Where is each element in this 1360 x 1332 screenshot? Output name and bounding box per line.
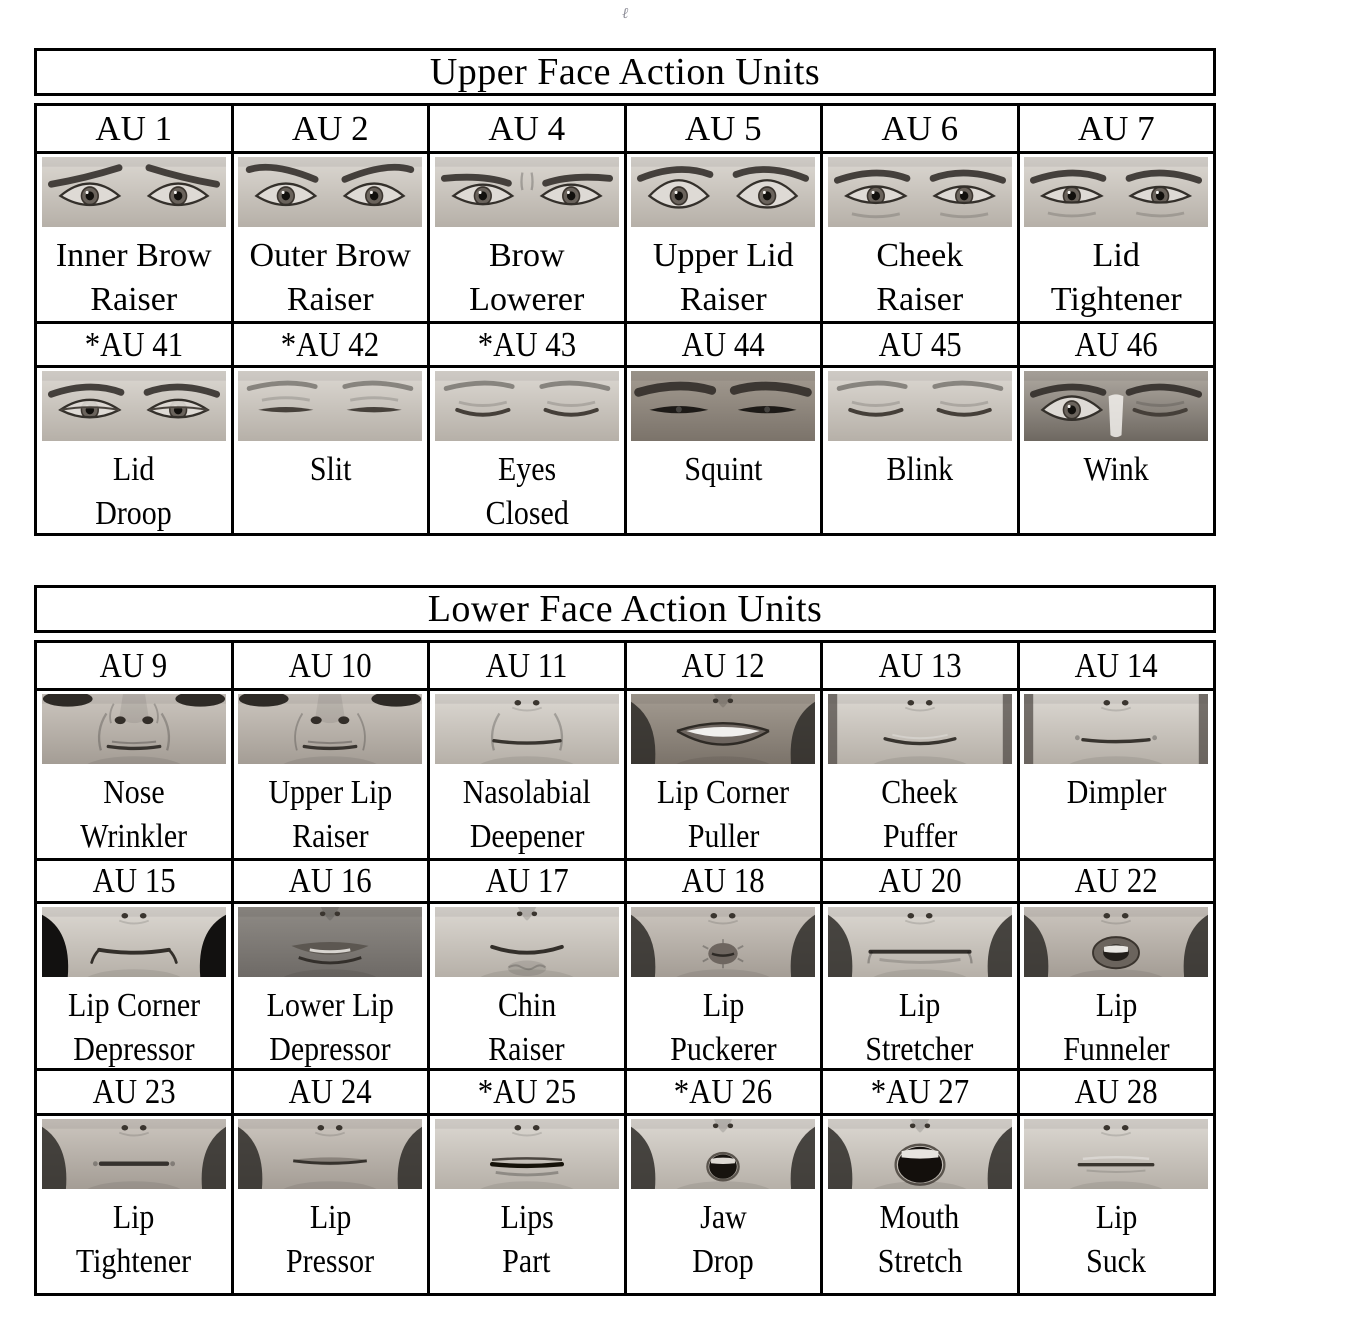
au-label-cell-au-46 — [1017, 324, 1214, 365]
eyes-slit-image — [238, 371, 422, 441]
caption-text: Lip Corner — [657, 774, 790, 811]
au-number-label: *AU 42 — [281, 324, 380, 364]
eyes-lid-droop-image — [42, 371, 226, 441]
caption-text: Closed — [485, 495, 569, 532]
au-number-label: AU 16 — [288, 861, 372, 900]
mouth-nasolabial-deepener-image — [435, 694, 619, 764]
caption-text: Cheek — [876, 237, 964, 274]
au-label-cell-au-5 — [624, 106, 821, 151]
au-label-cell-au-41 — [37, 324, 231, 365]
mouth-lip-pressor-image — [238, 1119, 422, 1189]
caption-text: Raiser — [876, 281, 964, 318]
au-caption-au-44 — [679, 448, 768, 492]
mouth-nose-wrinkler-image — [42, 694, 226, 764]
caption-text: Outer Brow — [249, 237, 411, 274]
au-number-label: AU 15 — [92, 861, 176, 900]
mouth-lip-funneler-image — [1024, 907, 1208, 977]
lower-content-row-3 — [37, 1113, 1213, 1293]
au-caption-au-46 — [1079, 448, 1153, 492]
au-number-label: AU 28 — [1074, 1072, 1158, 1111]
au-number-label: AU 6 — [881, 108, 959, 148]
eyes-inner-brow-raiser-image — [42, 157, 226, 227]
au-label-cell-au-15 — [37, 861, 231, 901]
caption-text: Eyes — [497, 451, 556, 488]
caption-text: Lid — [112, 451, 155, 488]
caption-text: Cheek — [881, 774, 958, 811]
caption-line — [497, 1240, 557, 1284]
caption-line — [688, 1196, 758, 1240]
caption-text: Wink — [1083, 451, 1149, 488]
caption-line — [73, 771, 194, 815]
caption-line — [73, 815, 194, 858]
au-caption-au-10 — [260, 771, 401, 858]
caption-text: Deepener — [469, 818, 585, 855]
caption-text: Chin — [497, 987, 556, 1024]
au-label-cell-au-11 — [427, 643, 624, 688]
au-caption-au-41 — [90, 448, 177, 533]
eyes-squint-image — [631, 371, 815, 441]
caption-text: Squint — [684, 451, 763, 488]
au-label-cell-au-20 — [820, 861, 1017, 901]
au-caption-au-16 — [258, 984, 402, 1068]
caption-line — [872, 1240, 968, 1284]
au-label-cell-au-27 — [820, 1071, 1017, 1113]
caption-line — [1051, 278, 1182, 321]
au-content-cell-au-1 — [37, 154, 231, 321]
au-label-cell-au-25 — [427, 1071, 624, 1113]
lower-label-row-3 — [37, 1068, 1213, 1113]
eyes-lid-tightener-image — [1024, 157, 1208, 227]
au-content-cell-au-23 — [37, 1116, 231, 1293]
au-caption-au-42 — [307, 448, 354, 492]
mouth-mouth-stretch-image — [828, 1119, 1012, 1189]
caption-line — [280, 1196, 380, 1240]
caption-text: Raiser — [90, 281, 178, 318]
caption-line — [876, 234, 963, 278]
au-label-cell-au-22 — [1017, 861, 1214, 901]
lower-content-row-1 — [37, 688, 1213, 858]
au-number-label: *AU 25 — [477, 1072, 576, 1111]
caption-line — [483, 984, 570, 1028]
lower-face-section — [34, 585, 1216, 1296]
lower-label-row-2 — [37, 858, 1213, 901]
au-content-cell-au-10 — [231, 691, 428, 858]
au-number-label: AU 12 — [681, 645, 765, 685]
caption-line — [258, 1028, 402, 1068]
au-content-cell-au-16 — [231, 904, 428, 1068]
caption-text: Raiser — [679, 281, 767, 318]
eyes-upper-lid-raiser-image — [631, 157, 815, 227]
mouth-lip-tightener-image — [42, 1119, 226, 1189]
caption-text: Lip — [1095, 1199, 1138, 1236]
mouth-lower-lip-depressor-image — [238, 907, 422, 977]
au-number-label: AU 18 — [681, 861, 765, 900]
stray-mark: ℓ — [622, 6, 629, 22]
au-label-cell-au-7 — [1017, 106, 1214, 151]
upper-content-row-1 — [37, 151, 1213, 321]
au-content-cell-au-9 — [37, 691, 231, 858]
caption-text: Nasolabial — [462, 774, 591, 811]
au-caption-au-18 — [663, 984, 784, 1068]
caption-text: Upper Lip — [268, 774, 393, 811]
au-content-cell-au-43 — [427, 368, 624, 533]
caption-line — [56, 234, 212, 278]
caption-line — [876, 815, 963, 858]
eyes-cheek-raiser-image — [828, 157, 1012, 227]
caption-text: Puckerer — [670, 1031, 777, 1068]
caption-line — [858, 984, 981, 1028]
caption-text: Funneler — [1063, 1031, 1170, 1068]
caption-line — [68, 1240, 199, 1284]
au-number-label: AU 9 — [99, 645, 168, 685]
au-caption-au-1 — [56, 234, 212, 321]
caption-line — [250, 278, 411, 321]
au-number-label: AU 5 — [684, 108, 762, 148]
caption-text: Blink — [886, 451, 953, 488]
upper-face-title-box — [34, 48, 1216, 96]
caption-line — [648, 771, 798, 815]
caption-line — [59, 1028, 209, 1068]
au-label-cell-au-17 — [427, 861, 624, 901]
caption-line — [90, 492, 177, 533]
au-content-cell-au-27 — [820, 1116, 1017, 1293]
caption-line — [469, 278, 584, 321]
caption-text: Dimpler — [1066, 774, 1167, 811]
caption-text: Jaw — [699, 1199, 747, 1236]
caption-line — [260, 815, 401, 858]
caption-text: Raiser — [488, 1031, 565, 1068]
caption-text: Depressor — [73, 1031, 195, 1068]
au-number-label: AU 1 — [95, 108, 173, 148]
caption-line — [882, 448, 958, 492]
au-content-cell-au-41 — [37, 368, 231, 533]
au-label-cell-au-45 — [820, 324, 1017, 365]
caption-line — [648, 815, 798, 858]
caption-text: Stretcher — [865, 1031, 974, 1068]
au-caption-au-4 — [469, 234, 584, 321]
caption-text: Lip — [702, 987, 745, 1024]
eyes-closed-image — [435, 371, 619, 441]
au-number-label: *AU 41 — [84, 324, 183, 364]
au-content-cell-au-46 — [1017, 368, 1214, 533]
au-label-cell-au-16 — [231, 861, 428, 901]
upper-face-section — [34, 48, 1216, 536]
caption-line — [469, 234, 584, 278]
upper-face-title: Upper Face Action Units — [429, 51, 821, 93]
caption-line — [258, 984, 402, 1028]
caption-line — [872, 1196, 968, 1240]
caption-line — [280, 1240, 380, 1284]
au-content-cell-au-7 — [1017, 154, 1214, 321]
au-number-label: AU 2 — [291, 108, 369, 148]
au-label-cell-au-9 — [37, 643, 231, 688]
mouth-lip-corner-puller-image — [631, 694, 815, 764]
caption-text: Stretch — [877, 1243, 963, 1280]
au-number-label: AU 17 — [485, 861, 569, 900]
caption-text: Lip — [309, 1199, 352, 1236]
caption-text: Brow — [488, 237, 565, 274]
au-number-label: AU 4 — [488, 108, 566, 148]
au-label-cell-au-42 — [231, 324, 428, 365]
caption-line — [876, 278, 963, 321]
au-content-cell-au-5 — [624, 154, 821, 321]
au-number-label: AU 23 — [92, 1072, 176, 1111]
caption-line — [480, 492, 574, 533]
au-caption-au-11 — [454, 771, 599, 858]
au-caption-au-13 — [876, 771, 963, 858]
caption-text: Upper Lid — [652, 237, 794, 274]
au-label-cell-au-26 — [624, 1071, 821, 1113]
caption-text: Tightener — [1050, 281, 1182, 318]
lower-label-row-1 — [37, 643, 1213, 688]
au-label-cell-au-18 — [624, 861, 821, 901]
lower-face-title: Lower Face Action Units — [427, 588, 823, 630]
au-label-cell-au-1 — [37, 106, 231, 151]
mouth-chin-raiser-image — [435, 907, 619, 977]
caption-line — [454, 771, 599, 815]
mouth-lip-puckerer-image — [631, 907, 815, 977]
au-content-cell-au-24 — [231, 1116, 428, 1293]
caption-text: Suck — [1086, 1243, 1147, 1280]
caption-line — [1079, 448, 1153, 492]
au-content-cell-au-12 — [624, 691, 821, 858]
au-content-cell-au-28 — [1017, 1116, 1214, 1293]
eyes-brow-lowerer-image — [435, 157, 619, 227]
caption-text: Lip — [112, 1199, 155, 1236]
au-number-label: AU 44 — [681, 324, 765, 364]
mouth-cheek-puffer-image — [828, 694, 1012, 764]
caption-line — [1082, 1196, 1150, 1240]
caption-text: Nose — [102, 774, 165, 811]
upper-au-table — [34, 103, 1216, 536]
caption-text: Tightener — [76, 1243, 192, 1280]
au-content-cell-au-13 — [820, 691, 1017, 858]
au-caption-au-5 — [653, 234, 794, 321]
caption-text: Raiser — [286, 281, 374, 318]
upper-label-row-2 — [37, 321, 1213, 365]
au-number-label: AU 10 — [288, 645, 372, 685]
caption-line — [663, 1028, 784, 1068]
au-content-cell-au-20 — [820, 904, 1017, 1068]
caption-text: Depressor — [269, 1031, 391, 1068]
au-content-cell-au-25 — [427, 1116, 624, 1293]
caption-line — [653, 234, 794, 278]
au-caption-au-43 — [480, 448, 574, 533]
au-content-cell-au-45 — [820, 368, 1017, 533]
mouth-lip-corner-depressor-image — [42, 907, 226, 977]
au-label-cell-au-2 — [231, 106, 428, 151]
caption-text: Part — [502, 1243, 551, 1280]
caption-text: Lip — [898, 987, 941, 1024]
au-caption-au-15 — [59, 984, 209, 1068]
caption-text: Puller — [687, 818, 759, 855]
caption-line — [59, 984, 209, 1028]
au-label-cell-au-44 — [624, 324, 821, 365]
caption-text: Drop — [692, 1243, 754, 1280]
lower-au-table — [34, 640, 1216, 1296]
au-caption-au-25 — [497, 1196, 557, 1284]
caption-text: Lips — [500, 1199, 554, 1236]
caption-text: Puffer — [882, 818, 957, 855]
au-content-cell-au-18 — [624, 904, 821, 1068]
caption-line — [250, 234, 411, 278]
au-number-label: AU 14 — [1074, 645, 1158, 685]
au-caption-au-14 — [1060, 771, 1173, 815]
au-caption-au-12 — [648, 771, 798, 858]
au-caption-au-24 — [280, 1196, 380, 1284]
au-caption-au-9 — [73, 771, 194, 858]
caption-line — [1056, 1028, 1177, 1068]
au-content-cell-au-26 — [624, 1116, 821, 1293]
au-label-cell-au-14 — [1017, 643, 1214, 688]
au-number-label: AU 46 — [1074, 324, 1158, 364]
upper-label-row-1 — [37, 106, 1213, 151]
mouth-lips-part-image — [435, 1119, 619, 1189]
au-label-cell-au-23 — [37, 1071, 231, 1113]
au-content-cell-au-17 — [427, 904, 624, 1068]
au-caption-au-20 — [858, 984, 981, 1068]
au-number-label: AU 24 — [288, 1072, 372, 1111]
au-caption-au-2 — [250, 234, 411, 321]
eyes-wink-image — [1024, 371, 1208, 441]
caption-line — [480, 448, 574, 492]
au-caption-au-23 — [68, 1196, 199, 1284]
caption-line — [260, 771, 401, 815]
mouth-lip-suck-image — [1024, 1119, 1208, 1189]
caption-line — [876, 771, 963, 815]
au-caption-au-45 — [882, 448, 958, 492]
caption-line — [454, 815, 599, 858]
au-content-cell-au-14 — [1017, 691, 1214, 858]
au-label-cell-au-12 — [624, 643, 821, 688]
au-label-cell-au-13 — [820, 643, 1017, 688]
au-number-label: AU 22 — [1074, 861, 1158, 900]
eyes-blink-image — [828, 371, 1012, 441]
au-label-cell-au-24 — [231, 1071, 428, 1113]
au-label-cell-au-4 — [427, 106, 624, 151]
caption-line — [1051, 234, 1182, 278]
caption-text: Pressor — [286, 1243, 375, 1280]
au-caption-au-26 — [688, 1196, 758, 1284]
lower-face-title-box — [34, 585, 1216, 633]
caption-line — [483, 1028, 570, 1068]
lower-content-row-2 — [37, 901, 1213, 1068]
caption-line — [56, 278, 212, 321]
au-caption-au-6 — [876, 234, 963, 321]
au-number-label: AU 11 — [485, 645, 568, 685]
au-caption-au-28 — [1082, 1196, 1150, 1284]
caption-line — [679, 448, 768, 492]
caption-text: Lip — [1095, 987, 1138, 1024]
au-content-cell-au-6 — [820, 154, 1017, 321]
upper-content-row-2 — [37, 365, 1213, 533]
caption-line — [90, 448, 177, 492]
eyes-outer-brow-raiser-image — [238, 157, 422, 227]
mouth-jaw-drop-image — [631, 1119, 815, 1189]
au-number-label: AU 7 — [1077, 108, 1155, 148]
caption-line — [497, 1196, 557, 1240]
au-caption-au-27 — [872, 1196, 968, 1284]
caption-text: Lowerer — [469, 281, 585, 318]
au-label-cell-au-28 — [1017, 1071, 1214, 1113]
caption-text: Raiser — [292, 818, 369, 855]
mouth-dimpler-image — [1024, 694, 1208, 764]
au-content-cell-au-11 — [427, 691, 624, 858]
au-content-cell-au-42 — [231, 368, 428, 533]
au-label-cell-au-6 — [820, 106, 1017, 151]
au-content-cell-au-44 — [624, 368, 821, 533]
au-number-label: AU 13 — [878, 645, 962, 685]
caption-line — [858, 1028, 981, 1068]
caption-line — [68, 1196, 199, 1240]
au-number-label: *AU 27 — [870, 1072, 969, 1111]
caption-line — [307, 448, 354, 492]
mouth-upper-lip-raiser-image — [238, 694, 422, 764]
caption-text: Droop — [95, 495, 172, 532]
caption-line — [1082, 1240, 1150, 1284]
caption-line — [1060, 771, 1173, 815]
mouth-lip-stretcher-image — [828, 907, 1012, 977]
caption-text: Lip Corner — [67, 987, 200, 1024]
au-caption-au-7 — [1051, 234, 1182, 321]
caption-line — [1056, 984, 1177, 1028]
caption-text: Inner Brow — [55, 237, 212, 274]
au-number-label: AU 45 — [878, 324, 962, 364]
caption-text: Lid — [1092, 237, 1140, 274]
au-number-label: *AU 26 — [674, 1072, 773, 1111]
au-label-cell-au-10 — [231, 643, 428, 688]
caption-text: Mouth — [879, 1199, 960, 1236]
au-content-cell-au-4 — [427, 154, 624, 321]
au-number-label: *AU 43 — [477, 324, 576, 364]
caption-text: Wrinkler — [80, 818, 188, 855]
au-label-cell-au-43 — [427, 324, 624, 365]
caption-line — [688, 1240, 758, 1284]
caption-line — [663, 984, 784, 1028]
au-number-label: AU 20 — [878, 861, 962, 900]
caption-text: Lower Lip — [266, 987, 394, 1024]
au-content-cell-au-2 — [231, 154, 428, 321]
au-content-cell-au-22 — [1017, 904, 1214, 1068]
caption-text: Slit — [309, 451, 352, 488]
au-caption-au-17 — [483, 984, 570, 1068]
au-caption-au-22 — [1056, 984, 1177, 1068]
au-content-cell-au-15 — [37, 904, 231, 1068]
caption-line — [653, 278, 794, 321]
